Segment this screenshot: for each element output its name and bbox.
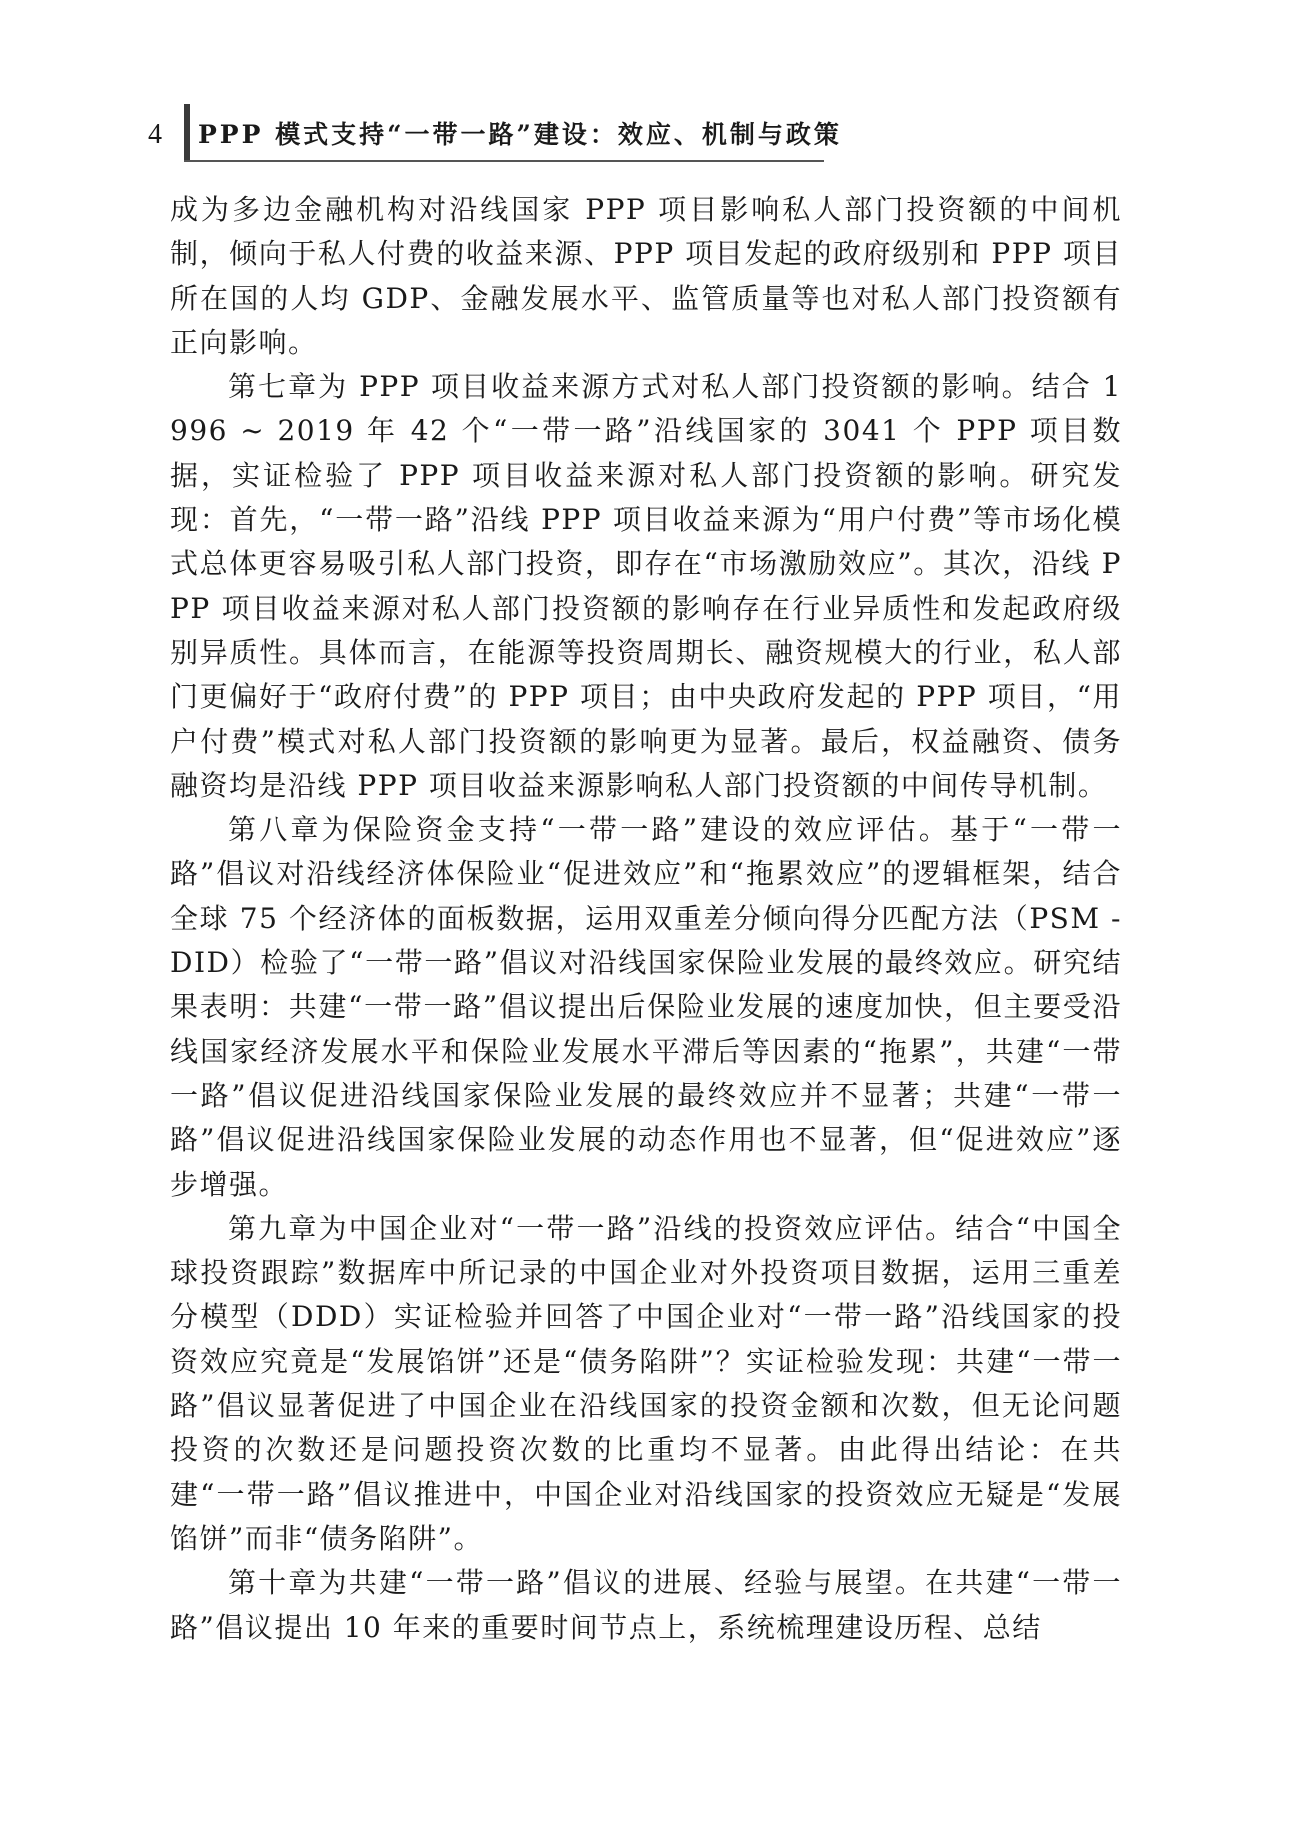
paragraph-chapter-9: 第九章为中国企业对“一带一路”沿线的投资效应评估。结合“中国全球投资跟踪”数据库中所记录的中国企业对外投资项目数据，运用三重差分模型（DDD）实证检验并回答了中国企业对“一带一路”沿线国家的投资效应究竟是“发展馅饼”还是“债务陷阱”？实证检验发现：共建“一带一路”倡议显著促进了中国企业在沿线国家的投资金额和次数，但无论问题投资的次数还是问题投资次数的比重均不显著。由此得出结论：在共建“一带一路”倡议推进中，中国企业对沿线国家的投资效应无疑是“发展馅饼”而非“债务陷阱”。 bbox=[170, 1211, 1122, 1555]
running-header-title: PPP 模式支持“一带一路”建设：效应、机制与政策 bbox=[198, 120, 842, 149]
running-header bbox=[140, 104, 1151, 164]
paragraph-chapter-7: 第七章为 PPP 项目收益来源方式对私人部门投资额的影响。结合 1996 ~ 2019 年 42 个“一带一路”沿线国家的 3041 个 PPP 项目数据，实证检验了 PPP 项目收益来源对私人部门投资额的影响。研究发现：首先，“一带一路”沿线 PPP 项目收益来源为“用户付费”等市场化模式总体更容易吸引私人部门投资，即存在“市场激励效应”。其次，沿线 PPP 项目收益来源对私人部门投资额的影响存在行业异质性和发起政府级别异质性。具体而言，在能源等投资周期长、融资规模大的行业，私人部门更偏好于“政府付费”的 PPP 项目；由中央政府发起的 PPP 项目，“用户付费”模式对私人部门投资额的影响更为显著。最后，权益融资、债务融资均是沿线 PPP 项目收益来源影响私人部门投资额的中间传导机制。 bbox=[170, 370, 1122, 802]
header-horizontal-rule bbox=[184, 160, 824, 162]
paragraph-chapter-10: 第十章为共建“一带一路”倡议的进展、经验与展望。在共建“一带一路”倡议提出 10 年来的重要时间节点上，系统梳理建设历程、总结 bbox=[170, 1566, 1122, 1644]
paragraph-continuation: 成为多边金融机构对沿线国家 PPP 项目影响私人部门投资额的中间机制，倾向于私人付费的收益来源、PPP 项目发起的政府级别和 PPP 项目所在国的人均 GDP、金融发展水平、监管质量等也对私人部门投资额有正向影响。 bbox=[170, 193, 1122, 359]
body-text bbox=[170, 188, 1122, 1650]
header-vertical-rule bbox=[184, 104, 190, 162]
page-number: 4 bbox=[148, 119, 162, 150]
paragraph-chapter-8: 第八章为保险资金支持“一带一路”建设的效应评估。基于“一带一路”倡议对沿线经济体保险业“促进效应”和“拖累效应”的逻辑框架，结合全球 75 个经济体的面板数据，运用双重差分倾向得分匹配方法（PSM - DID）检验了“一带一路”倡议对沿线国家保险业发展的最终效应。研究结果表明：共建“一带一路”倡议提出后保险业发展的速度加快，但主要受沿线国家经济发展水平和保险业发展水平滞后等因素的“拖累”，共建“一带一路”倡议促进沿线国家保险业发展的最终效应并不显著；共建“一带一路”倡议促进沿线国家保险业发展的动态作用也不显著，但“促进效应”逐步增强。 bbox=[170, 813, 1122, 1201]
